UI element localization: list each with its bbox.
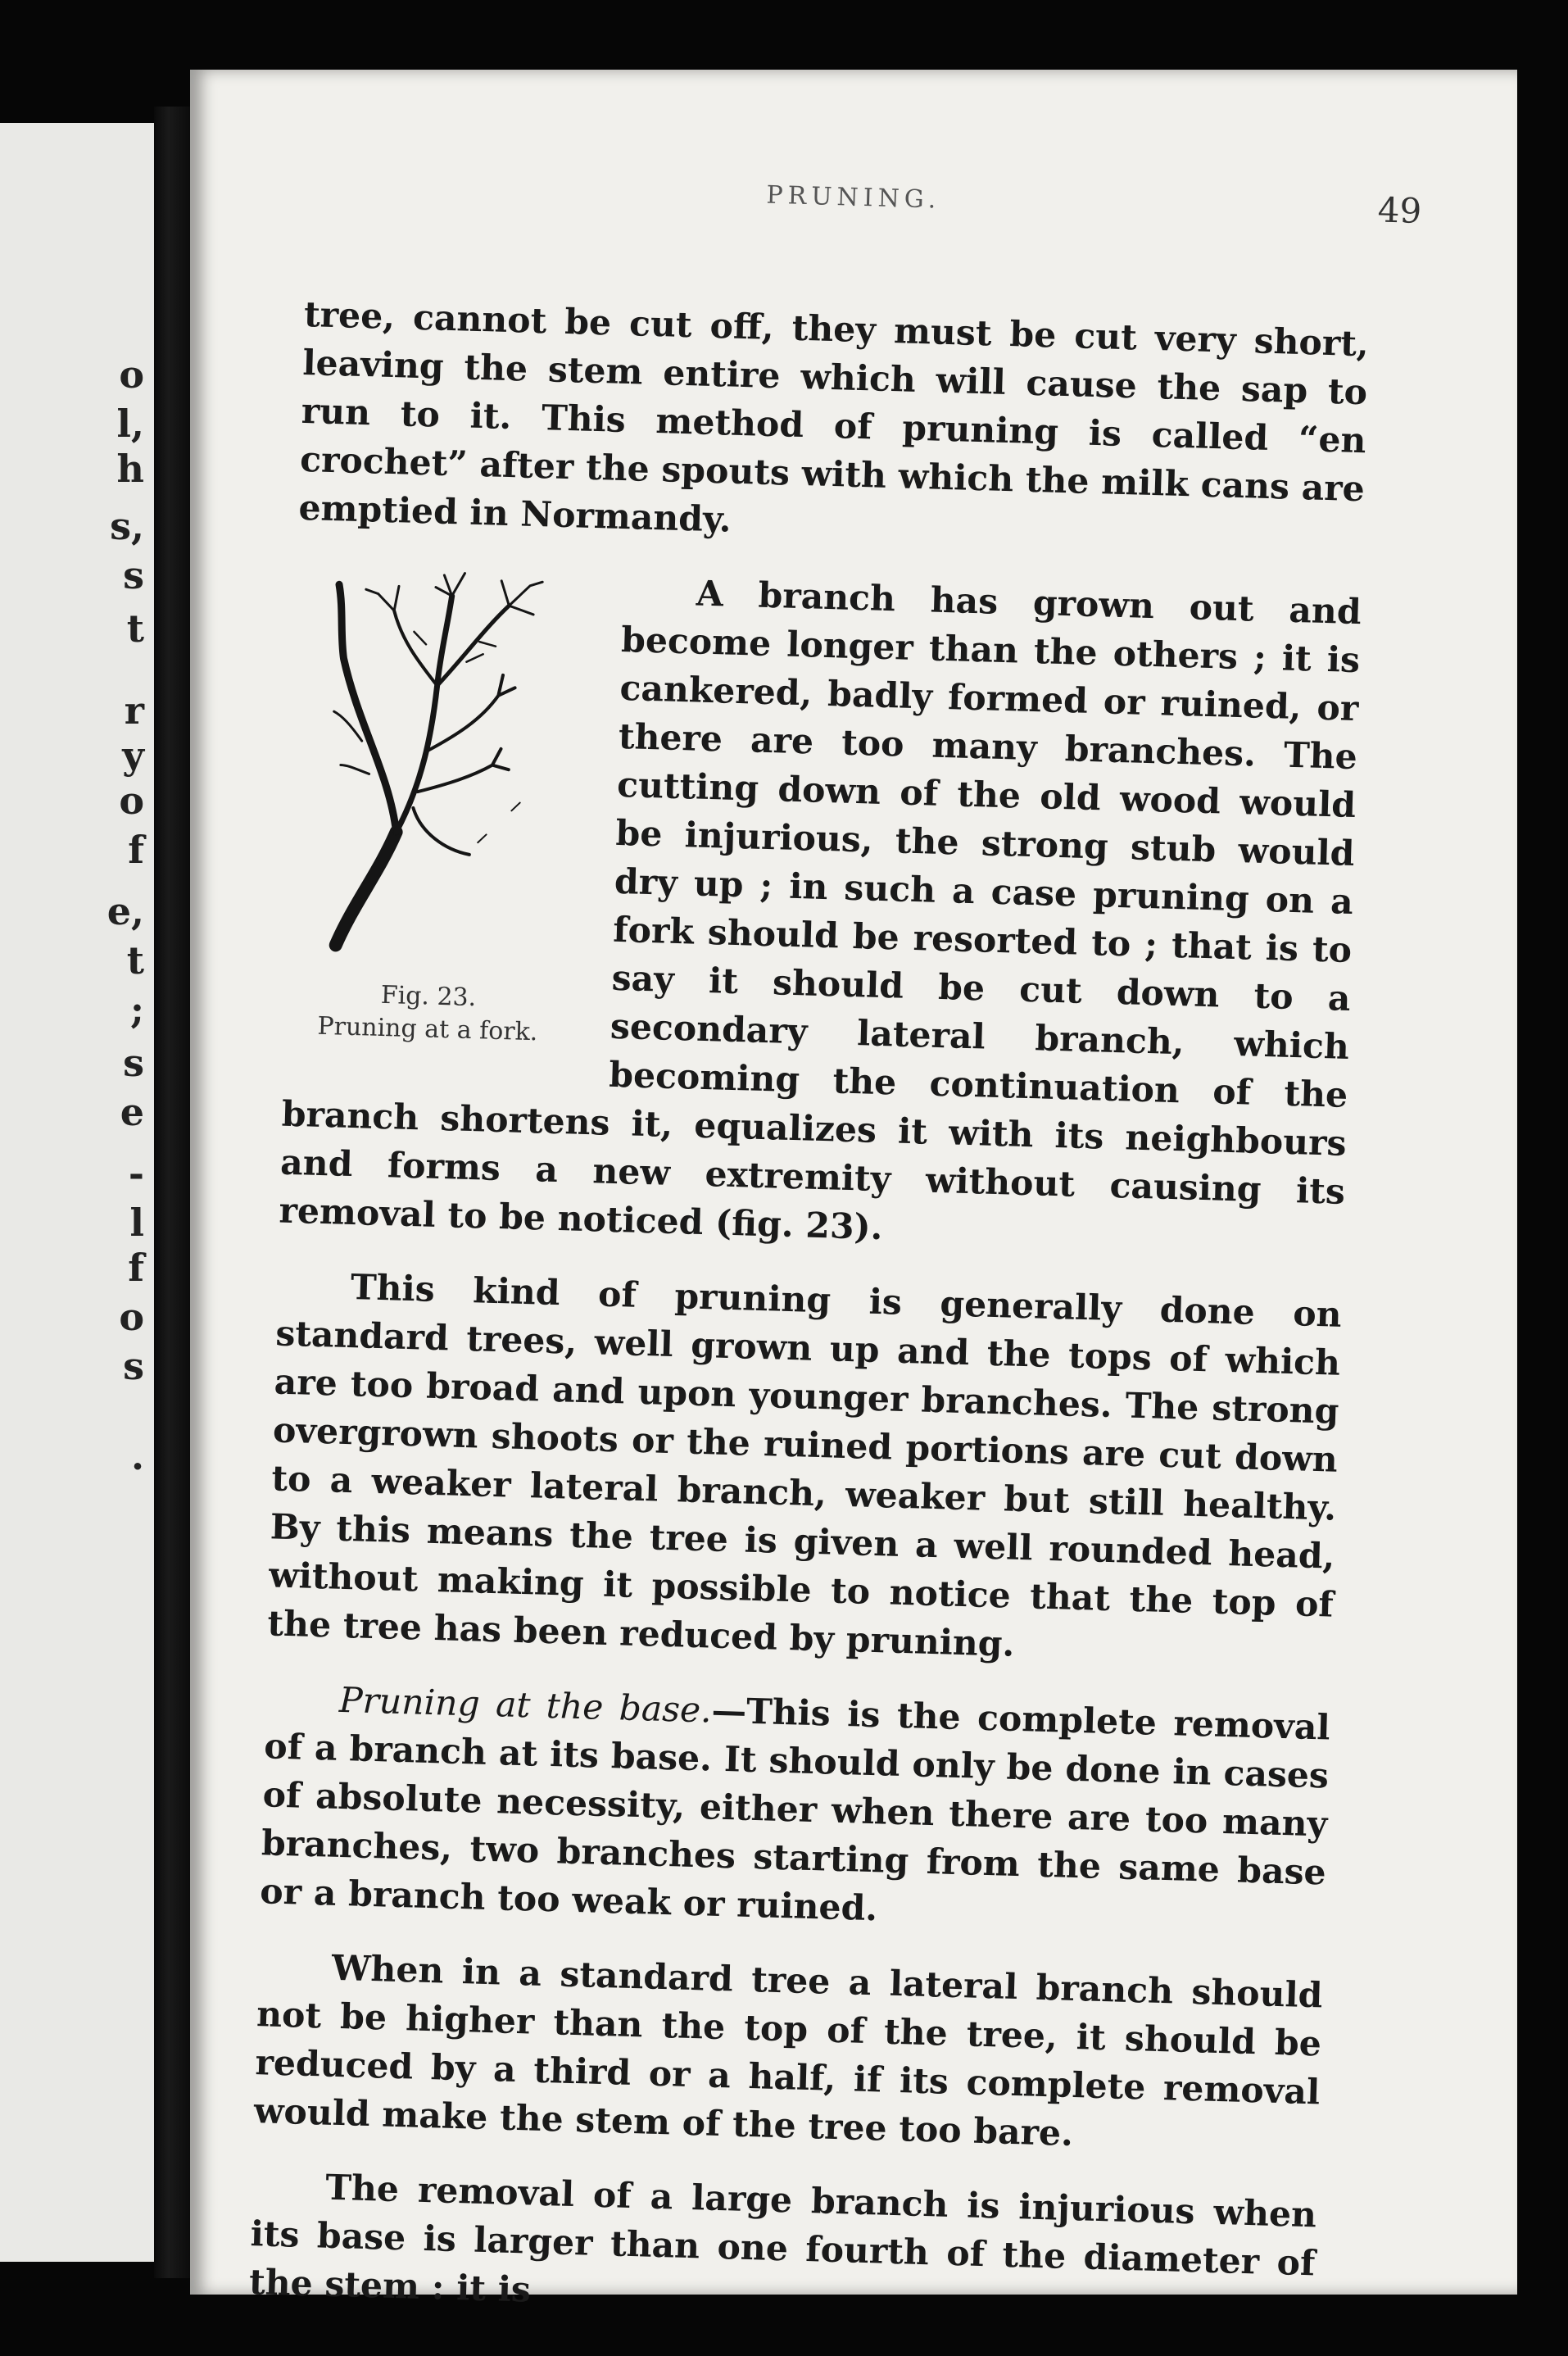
book-gutter [154,107,190,2278]
left-page-fragment-text: . [130,1434,144,1478]
left-page-fragment-text: e, [106,889,144,933]
left-page-fragment-text: h [116,447,144,491]
left-page-fragment-text: s [123,1344,144,1388]
paragraph-5: When in a standard tree a lateral branch should not be higher than the top of the tree, it should be reduced by a third or a half, if its complete removal would make the stem of the tree too bare. [253,1947,1324,2155]
left-page-fragment-text: o [119,1295,144,1339]
paragraph-4 [260,1674,1331,1945]
left-page-fragment-text: r [124,688,144,733]
page-header [307,160,1422,238]
figure-number: Fig. 23. [380,980,477,1013]
left-page-fragment-text: o [119,779,144,823]
left-page-fragment-text: l, [116,402,144,446]
left-page-fragment-text: f [128,1246,144,1290]
section-title: Pruning at the base. [338,1680,713,1732]
left-page-fragment-text: e [120,1090,144,1134]
page-content [248,180,1422,2336]
paragraph-3: This kind of pruning is generally done on standard trees, well grown up and the tops of which are too broad and upon younger branches. The strong overgrown shoots or the ruined portions are cut down to a weaker lateral branch, weaker but still healthy. By this means the tree is given a well rounded head, without making it possible to notice that the top of the tree has been reduced by pruning. [266,1267,1343,1665]
left-page-fragment [0,123,154,2262]
paragraph-2-text: A branch has grown out and become longer than the others ; it is cankered, badly formed or ruined, or there are too many branches. The cutting down of the old wood would be injurious, the strong stub would dry up ; in such a case pruning on a fork should be resorted to ; that is to say it should be cut down to a secondary lateral branch, which becoming the continuation of the branch shortens it, equalizes it with its neighbours and forms a new extremity without causing its removal to be noticed (fig. 23). [278,573,1362,1249]
left-page-fragment-text: t [126,938,144,983]
paragraph-4-text: —This is the complete removal of a branch at its base. It should only be done in cases of absolute necessity, either when there are too many branches, two branches starting from the same base or a branch too weak or ruined. [259,1690,1331,1930]
left-page-fragment-text: s [123,553,144,597]
left-page-fragment-text: o [119,352,144,397]
paragraph-6: The removal of a large branch is injurious when its base is larger than one fourth of the diameter of the stem : it is [248,2167,1317,2311]
left-page-fragment-text: y [122,733,144,778]
left-page-fragment-text: ; [130,987,144,1032]
left-page-fragment-text: l [129,1201,144,1245]
left-page-fragment-text: t [126,606,144,651]
left-page-fragment-text: f [128,828,144,872]
left-page-fragment-text: - [128,1151,144,1196]
page-number: 49 [1377,189,1422,232]
branch-illustration-icon [286,559,576,976]
running-head: PRUNING. [765,180,941,215]
figure-23 [275,559,592,1075]
left-page-fragment-text: s [123,1041,144,1085]
figure-caption [275,976,580,1050]
book-page [190,70,1517,2311]
figure-block [279,559,1362,1265]
paragraph-1: tree, cannot be cut off, they must be cut very short, leaving the stem entire which will cause the sap to run to it. This method of pruning is called “en crochet” after the spouts with which the milk cans are emptied in Normandy. [297,293,1370,541]
left-page-fragment-text: s, [110,504,144,548]
figure-caption-text: Pruning at a fork. [316,1011,538,1047]
